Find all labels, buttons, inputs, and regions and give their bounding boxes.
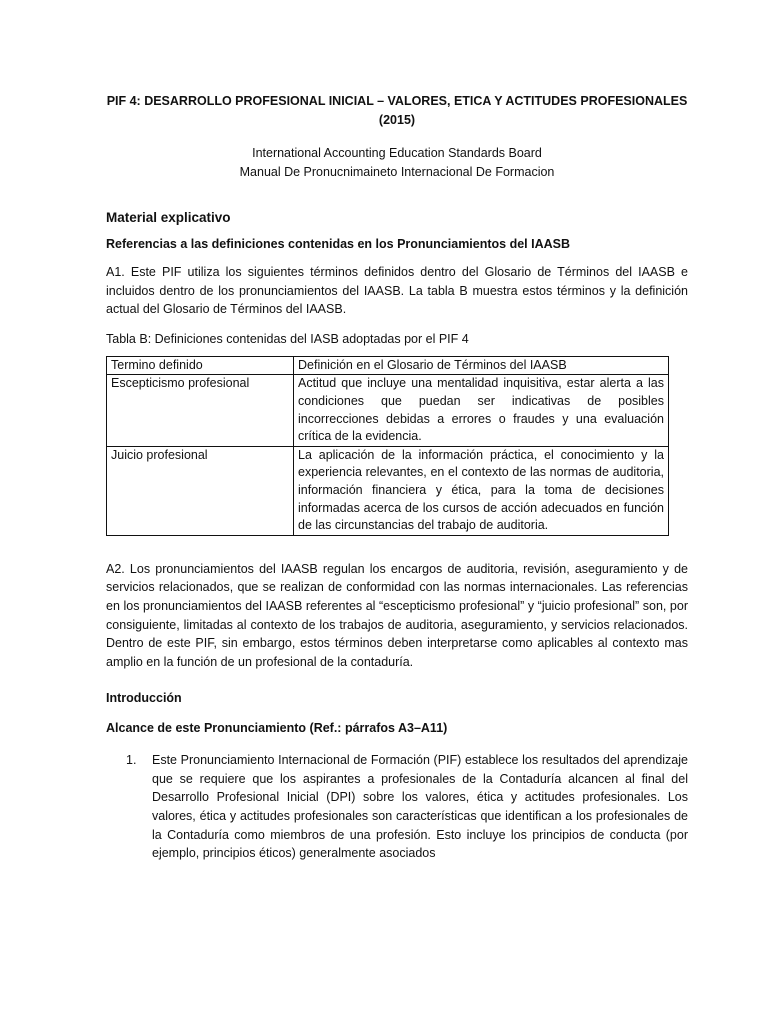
table-header-definition: Definición en el Glosario de Términos del IAASB — [294, 356, 669, 375]
table-caption: Tabla B: Definiciones contenidas del IASB adoptadas por el PIF 4 — [106, 331, 469, 346]
paragraph-a1: A1. Este PIF utiliza los siguientes términos definidos dentro del Glosario de Términos del IAASB e incluidos dentro de los pronunciamientos del IAASB. La tabla B muestra estos términos y la definición actual del Glosario de Términos del IAASB. — [106, 265, 688, 317]
table-header-term: Termino definido — [107, 356, 294, 375]
explanatory-heading: Material explicativo — [106, 210, 231, 225]
document-subtitle — [106, 144, 688, 182]
manual-name: Manual De Pronucnimaineto Internacional De Formacion — [239, 165, 555, 179]
list-item-text: Este Pronunciamiento Internacional de Formación (PIF) establece los resultados del aprendizaje que se requiere que los aspirantes a profesionales de la Contaduría alcancen al final del Desarrollo Profesional Inicial (DPI) sobre los valores, ética y actitudes profesionales. Los valores, ética y actitudes profesionales son características que identifican a los profesionales de la Contaduría como miembros de una profesión. Esto incluye los principios de conducta (por ejemplo, principios éticos) generalmente asociados — [152, 753, 688, 861]
table-cell-definition: La aplicación de la información práctica, el conocimiento y la experiencia relevantes, en el contexto de las normas de auditoria, información financiera y ética, para la toma de decisiones informadas acerca de los cursos de acción adecuados en función de las circunstancias del trabajo de auditoria. — [294, 446, 669, 535]
paragraph-a2: A2. Los pronunciamientos del IAASB regulan los encargos de auditoria, revisión, aseguramiento y de servicios relacionados, que se realizan de conformidad con las normas internacionales. Las referencias en los pronunciamientos del IAASB referentes al “escepticismo profesional” y “juicio profesional” son, por consiguiente, limitadas al contexto de los trabajos de auditoria, aseguramiento, y servicios relacionados. Dentro de este PIF, sin embargo, estos términos deben interpretarse como aplicables al contexto mas amplio en la función de un profesional de la contaduría. — [106, 561, 688, 669]
table-row — [107, 375, 669, 446]
list-item-number: 1. — [126, 753, 137, 768]
table-cell-term: Juicio profesional — [107, 446, 294, 535]
list-item — [106, 751, 688, 863]
table-row — [107, 446, 669, 535]
definitions-table — [106, 356, 669, 536]
definitions-subheading: Referencias a las definiciones contenidas en los Pronunciamientos del IAASB — [106, 237, 571, 251]
scope-heading: Alcance de este Pronunciamiento (Ref.: párrafos A3–A11) — [106, 721, 448, 736]
table-cell-term: Escepticismo profesional — [107, 375, 294, 446]
table-cell-definition: Actitud que incluye una mentalidad inquisitiva, estar alerta a las condiciones que puedan ser indicativas de posibles incorrecciones debidas a errores o fraudes y una evaluación crítica de la evidencia. — [294, 375, 669, 446]
org-name: International Accounting Education Standards Board — [252, 146, 542, 160]
introduction-heading: Introducción — [106, 691, 182, 706]
table-header-row — [107, 356, 669, 375]
document-title: PIF 4: DESARROLLO PROFESIONAL INICIAL – VALORES, ETICA Y ACTITUDES PROFESIONALES (2015) — [106, 94, 688, 127]
